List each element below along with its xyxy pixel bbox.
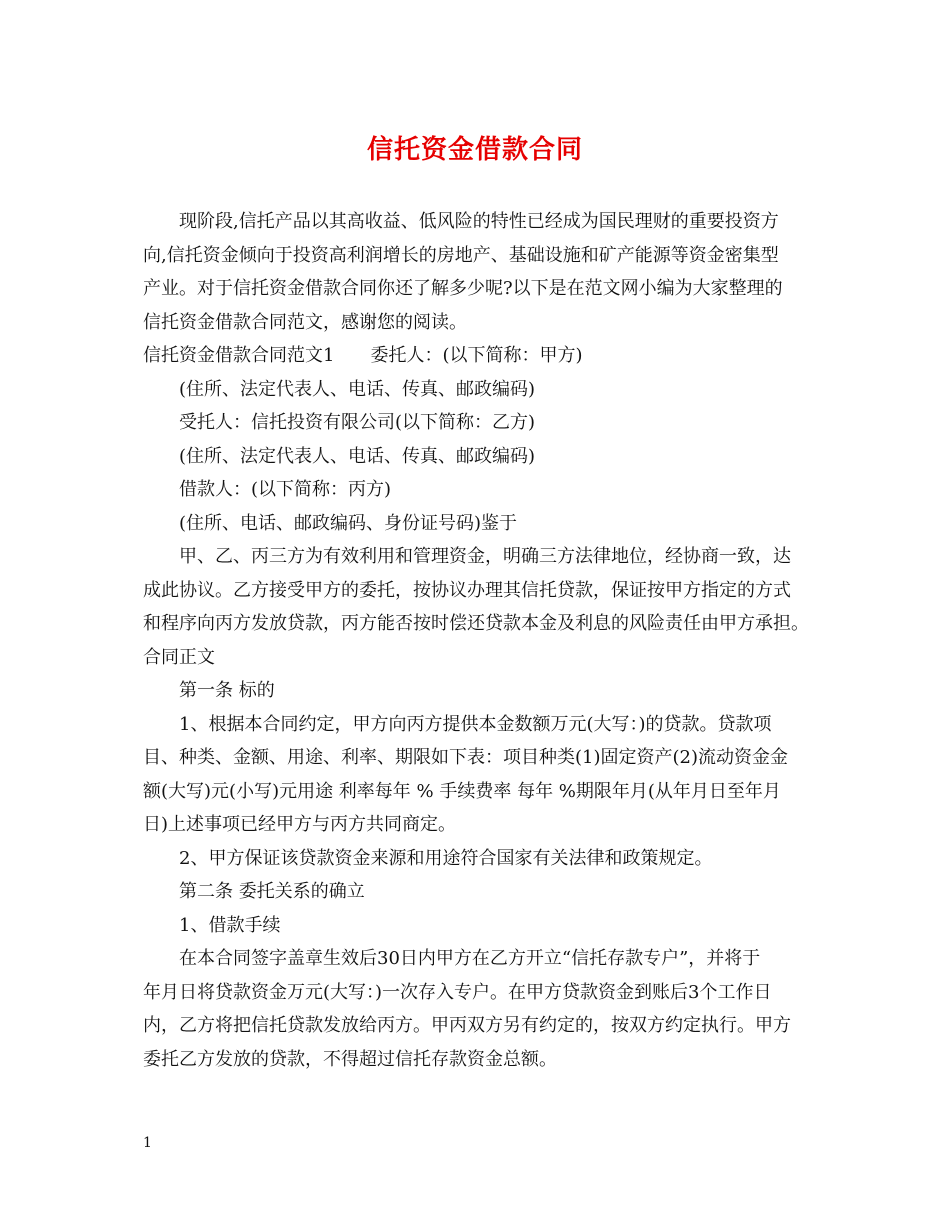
document-body — [143, 205, 813, 1076]
section-heading: 合同正文 — [143, 646, 215, 668]
paragraph-line: 在本合同签字盖章生效后30日内甲方在乙方开立“信托存款专户”，并将于 — [179, 948, 761, 969]
paragraph-line: (住所、电话、邮政编码、身份证号码)鉴于 — [179, 512, 518, 534]
paragraph-line: 向,信托资金倾向于投资高利润增长的房地产、基础设施和矿产能源等资金密集型 — [143, 244, 779, 266]
paragraph-line: 2、甲方保证该贷款资金来源和用途符合国家有关法律和政策规定。 — [179, 847, 713, 869]
paragraph-line: 1、根据本合同约定，甲方向丙方提供本金数额万元(大写：)的贷款。贷款项 — [179, 713, 772, 735]
paragraph-line: 目、种类、金额、用途、利率、期限如下表：项目种类(1)固定资产(2)流动资金金 — [143, 747, 788, 768]
paragraph-line: 现阶段,信托产品以其高收益、低风险的特性已经成为国民理财的重要投资方 — [179, 211, 779, 232]
article-heading: 第二条 委托关系的确立 — [179, 881, 365, 902]
paragraph-line: 信托资金借款合同范文，感谢您的阅读。 — [143, 311, 467, 333]
paragraph-line: (住所、法定代表人、电话、传真、邮政编码) — [179, 445, 536, 467]
paragraph-line: 甲、乙、丙三方为有效利用和管理资金，明确三方法律地位，经协商一致，达 — [179, 546, 791, 567]
paragraph-line: 额(大写)元(小写)元用途 利率每年 % 手续费率 每年 %期限年月(从年月日至年月 — [143, 780, 781, 802]
paragraph-line: 信托资金借款合同范文1 委托人：(以下简称：甲方) — [143, 345, 583, 366]
clause-heading: 1、借款手续 — [179, 914, 281, 936]
paragraph-line: 受托人：信托投资有限公司(以下简称：乙方) — [179, 412, 536, 433]
paragraph-line: 年月日将贷款资金万元(大写：)一次存入专户。在甲方贷款资金到账后3个工作日 — [143, 981, 772, 1003]
article-heading: 第一条 标的 — [179, 680, 275, 701]
paragraph-line: 委托乙方发放的贷款，不得超过信托存款资金总额。 — [143, 1048, 557, 1070]
paragraph-line: 成此协议。乙方接受甲方的委托，按协议办理其信托贷款，保证按甲方指定的方式 — [143, 579, 791, 601]
paragraph-line: 内，乙方将把信托贷款发放给丙方。甲丙双方另有约定的，按双方约定执行。甲方 — [143, 1015, 791, 1036]
paragraph-line: 借款人：(以下简称：丙方) — [179, 479, 392, 500]
paragraph-line: (住所、法定代表人、电话、传真、邮政编码) — [179, 378, 536, 400]
paragraph-line: 产业。对于信托资金借款合同你还了解多少呢?以下是在范文网小编为大家整理的 — [143, 278, 783, 299]
page-number: 1 — [143, 1135, 152, 1151]
paragraph-line: 和程序向丙方发放贷款，丙方能否按时偿还贷款本金及利息的风险责任由甲方承担。 — [143, 613, 809, 634]
paragraph-line: 日)上述事项已经甲方与丙方共同商定。 — [143, 814, 457, 835]
document-title: 信托资金借款合同 — [366, 135, 583, 165]
